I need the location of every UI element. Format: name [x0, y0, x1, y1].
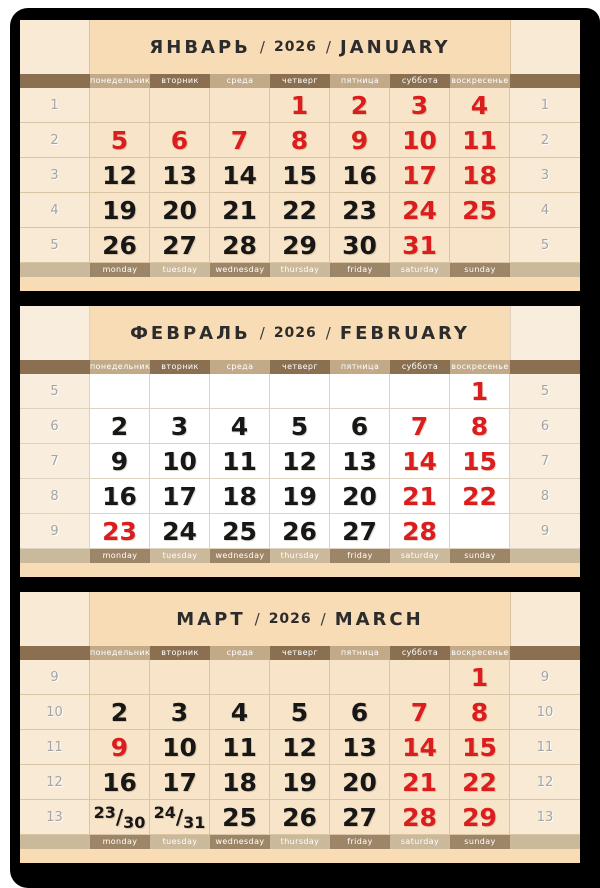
- year-label: 2026: [273, 325, 317, 341]
- date-cell: 20: [330, 765, 390, 800]
- year-label: 2026: [273, 39, 317, 55]
- weekday-label-ru: суббота: [390, 646, 450, 660]
- weekday-label-ru: воскресенье: [450, 74, 510, 88]
- date-cell: 25: [450, 193, 510, 228]
- weekday-label-ru: среда: [210, 74, 270, 88]
- date-cell: 21: [210, 193, 270, 228]
- empty-date-cell: [450, 514, 510, 549]
- week-number: 10: [510, 695, 580, 730]
- weekday-label-en: thursday: [270, 835, 330, 849]
- weekday-label-en: wednesday: [210, 263, 270, 277]
- week-number: 8: [510, 479, 580, 514]
- empty-date-cell: [330, 660, 390, 695]
- date-cell: 1: [450, 374, 510, 409]
- date-cell: 28: [210, 228, 270, 263]
- weekday-label-ru: пятница: [330, 74, 390, 88]
- date-cell: 12: [270, 444, 330, 479]
- header-side-right: [510, 20, 580, 74]
- weekday-label-en: saturday: [390, 835, 450, 849]
- date-cell: 15: [450, 444, 510, 479]
- date-cell: 21: [390, 765, 450, 800]
- date-cell: 12: [270, 730, 330, 765]
- date-cell: 5: [270, 695, 330, 730]
- month-title: [90, 592, 510, 646]
- weekday-label-ru: четверг: [270, 360, 330, 374]
- date-cell: 7: [210, 123, 270, 158]
- week-number: 9: [510, 660, 580, 695]
- weekday-label-en: thursday: [270, 549, 330, 563]
- band-filler: [510, 74, 580, 88]
- date-cell: 26: [90, 228, 150, 263]
- month-name-en: FEBRUARY: [339, 322, 470, 344]
- date-cell: [150, 800, 210, 835]
- weekday-label-ru: пятница: [330, 646, 390, 660]
- separator-slash: /: [254, 610, 260, 628]
- date-cell: 12: [90, 158, 150, 193]
- date-cell: 8: [270, 123, 330, 158]
- week-number: 9: [20, 660, 90, 695]
- band-filler: [510, 549, 580, 563]
- date-cell: 5: [90, 123, 150, 158]
- date-cell: 14: [390, 444, 450, 479]
- weekday-label-ru: суббота: [390, 74, 450, 88]
- empty-date-cell: [210, 374, 270, 409]
- date-cell: 11: [450, 123, 510, 158]
- weekday-band-ru: [20, 360, 580, 374]
- weekday-band-en: [20, 835, 580, 849]
- date-grid: [20, 660, 580, 835]
- date-cell: 10: [390, 123, 450, 158]
- month-name-en: JANUARY: [339, 36, 451, 58]
- date-cell: 26: [270, 800, 330, 835]
- date-cell: 30: [330, 228, 390, 263]
- dual-date-part: 24: [153, 802, 176, 822]
- empty-date-cell: [450, 228, 510, 263]
- weekday-label-en: friday: [330, 263, 390, 277]
- week-number: 11: [510, 730, 580, 765]
- month-panel-february: [20, 306, 580, 577]
- weekday-label-ru: воскресенье: [450, 646, 510, 660]
- band-filler: [20, 74, 90, 88]
- header-side-left: [20, 306, 90, 360]
- date-cell: 18: [210, 765, 270, 800]
- weekday-label-en: saturday: [390, 549, 450, 563]
- date-cell: 29: [450, 800, 510, 835]
- week-number: 1: [20, 88, 90, 123]
- weekday-label-en: tuesday: [150, 549, 210, 563]
- week-number: 8: [20, 479, 90, 514]
- weekday-label-ru: пятница: [330, 360, 390, 374]
- date-cell: 22: [270, 193, 330, 228]
- date-cell: 20: [150, 193, 210, 228]
- month-name-ru: МАРТ: [176, 608, 246, 630]
- weekday-label-ru: суббота: [390, 360, 450, 374]
- date-cell: 4: [210, 695, 270, 730]
- week-number: 2: [20, 123, 90, 158]
- weekday-label-ru: воскресенье: [450, 360, 510, 374]
- weekday-label-ru: среда: [210, 646, 270, 660]
- week-number: 11: [20, 730, 90, 765]
- date-cell: 8: [450, 695, 510, 730]
- empty-date-cell: [210, 660, 270, 695]
- date-cell: 18: [450, 158, 510, 193]
- empty-date-cell: [390, 374, 450, 409]
- week-number: 3: [20, 158, 90, 193]
- separator-slash: /: [259, 38, 265, 56]
- band-filler: [20, 360, 90, 374]
- week-number: 5: [20, 374, 90, 409]
- weekday-band-ru: [20, 646, 580, 660]
- empty-date-cell: [150, 88, 210, 123]
- date-cell: 1: [450, 660, 510, 695]
- date-cell: 4: [450, 88, 510, 123]
- date-cell: 6: [330, 409, 390, 444]
- date-cell: 15: [270, 158, 330, 193]
- month-name-en: MARCH: [334, 608, 424, 630]
- week-number: 7: [510, 444, 580, 479]
- date-cell: 25: [210, 800, 270, 835]
- year-label: 2026: [268, 611, 312, 627]
- separator-slash: /: [259, 324, 265, 342]
- date-cell: 28: [390, 514, 450, 549]
- weekday-label-ru: понедельник: [90, 646, 150, 660]
- week-number: 5: [510, 228, 580, 263]
- date-cell: 26: [270, 514, 330, 549]
- empty-date-cell: [390, 660, 450, 695]
- date-cell: 9: [90, 730, 150, 765]
- date-cell: 2: [90, 695, 150, 730]
- date-cell: 27: [150, 228, 210, 263]
- date-cell: 19: [90, 193, 150, 228]
- month-title: [90, 306, 510, 360]
- weekday-band-ru: [20, 74, 580, 88]
- date-cell: 27: [330, 800, 390, 835]
- date-grid: [20, 374, 580, 549]
- weekday-label-ru: четверг: [270, 646, 330, 660]
- date-cell: 7: [390, 695, 450, 730]
- date-cell: 19: [270, 479, 330, 514]
- date-cell: 2: [330, 88, 390, 123]
- header-side-left: [20, 592, 90, 646]
- date-grid: [20, 88, 580, 263]
- header-side-right: [510, 592, 580, 646]
- weekday-label-en: sunday: [450, 549, 510, 563]
- weekday-label-ru: понедельник: [90, 74, 150, 88]
- date-cell: 24: [150, 514, 210, 549]
- date-cell: 7: [390, 409, 450, 444]
- week-number: 12: [510, 765, 580, 800]
- weekday-label-en: wednesday: [210, 549, 270, 563]
- header-side-left: [20, 20, 90, 74]
- date-cell: 17: [150, 479, 210, 514]
- bottom-strip: [20, 277, 580, 291]
- month-title: [90, 20, 510, 74]
- date-cell: 10: [150, 730, 210, 765]
- date-cell: [90, 800, 150, 835]
- date-cell: 3: [390, 88, 450, 123]
- band-filler: [510, 263, 580, 277]
- weekday-label-en: sunday: [450, 263, 510, 277]
- empty-date-cell: [210, 88, 270, 123]
- date-cell: 16: [330, 158, 390, 193]
- weekday-label-ru: вторник: [150, 360, 210, 374]
- empty-date-cell: [270, 660, 330, 695]
- calendar-frame: [10, 8, 600, 888]
- week-number: 1: [510, 88, 580, 123]
- date-cell: 5: [270, 409, 330, 444]
- date-cell: 14: [210, 158, 270, 193]
- band-filler: [510, 835, 580, 849]
- empty-date-cell: [90, 374, 150, 409]
- date-cell: 9: [330, 123, 390, 158]
- date-cell: 15: [450, 730, 510, 765]
- weekday-label-en: friday: [330, 549, 390, 563]
- week-number: 12: [20, 765, 90, 800]
- date-cell: 31: [390, 228, 450, 263]
- date-cell: 3: [150, 409, 210, 444]
- date-cell: 4: [210, 409, 270, 444]
- empty-date-cell: [90, 88, 150, 123]
- date-cell: 14: [390, 730, 450, 765]
- date-cell: 9: [90, 444, 150, 479]
- date-cell: 27: [330, 514, 390, 549]
- month-header: [20, 20, 580, 74]
- date-cell: 23: [330, 193, 390, 228]
- week-number: 5: [510, 374, 580, 409]
- weekday-label-ru: понедельник: [90, 360, 150, 374]
- week-number: 13: [20, 800, 90, 835]
- band-filler: [20, 646, 90, 660]
- bottom-strip: [20, 849, 580, 863]
- date-cell: 18: [210, 479, 270, 514]
- date-cell: 17: [150, 765, 210, 800]
- dual-date-part: /: [115, 805, 124, 829]
- date-cell: 11: [210, 730, 270, 765]
- weekday-label-en: tuesday: [150, 263, 210, 277]
- date-cell: 11: [210, 444, 270, 479]
- weekday-label-en: thursday: [270, 263, 330, 277]
- dual-date: [93, 802, 146, 832]
- month-panel-march: [20, 592, 580, 863]
- date-cell: 13: [330, 444, 390, 479]
- header-side-right: [510, 306, 580, 360]
- date-cell: 29: [270, 228, 330, 263]
- weekday-label-en: sunday: [450, 835, 510, 849]
- week-number: 7: [20, 444, 90, 479]
- week-number: 6: [20, 409, 90, 444]
- dual-date-part: 23: [93, 802, 116, 822]
- week-number: 4: [20, 193, 90, 228]
- separator-slash: /: [325, 324, 331, 342]
- month-name-ru: ФЕВРАЛЬ: [130, 322, 251, 344]
- band-filler: [20, 549, 90, 563]
- dual-date: [153, 802, 206, 832]
- date-cell: 16: [90, 479, 150, 514]
- month-panel-january: [20, 20, 580, 291]
- weekday-label-ru: четверг: [270, 74, 330, 88]
- dual-date-part: 31: [183, 812, 206, 832]
- month-header: [20, 592, 580, 646]
- week-number: 9: [20, 514, 90, 549]
- dual-date-part: 30: [123, 812, 146, 832]
- band-filler: [510, 360, 580, 374]
- separator-slash: /: [325, 38, 331, 56]
- weekday-label-en: monday: [90, 835, 150, 849]
- weekday-label-en: saturday: [390, 263, 450, 277]
- date-cell: 20: [330, 479, 390, 514]
- weekday-label-ru: вторник: [150, 74, 210, 88]
- date-cell: 22: [450, 765, 510, 800]
- date-cell: 17: [390, 158, 450, 193]
- date-cell: 21: [390, 479, 450, 514]
- date-cell: 28: [390, 800, 450, 835]
- empty-date-cell: [270, 374, 330, 409]
- date-cell: 23: [90, 514, 150, 549]
- empty-date-cell: [150, 660, 210, 695]
- weekday-label-en: monday: [90, 263, 150, 277]
- date-cell: 6: [150, 123, 210, 158]
- band-filler: [510, 646, 580, 660]
- date-cell: 16: [90, 765, 150, 800]
- week-number: 4: [510, 193, 580, 228]
- date-cell: 22: [450, 479, 510, 514]
- band-filler: [20, 835, 90, 849]
- weekday-label-en: monday: [90, 549, 150, 563]
- date-cell: 24: [390, 193, 450, 228]
- date-cell: 2: [90, 409, 150, 444]
- date-cell: 3: [150, 695, 210, 730]
- date-cell: 6: [330, 695, 390, 730]
- weekday-label-en: tuesday: [150, 835, 210, 849]
- week-number: 5: [20, 228, 90, 263]
- month-header: [20, 306, 580, 360]
- week-number: 10: [20, 695, 90, 730]
- week-number: 6: [510, 409, 580, 444]
- date-cell: 13: [330, 730, 390, 765]
- weekday-label-ru: вторник: [150, 646, 210, 660]
- separator-slash: /: [320, 610, 326, 628]
- weekday-label-ru: среда: [210, 360, 270, 374]
- weekday-label-en: friday: [330, 835, 390, 849]
- date-cell: 19: [270, 765, 330, 800]
- date-cell: 8: [450, 409, 510, 444]
- band-filler: [20, 263, 90, 277]
- date-cell: 1: [270, 88, 330, 123]
- date-cell: 10: [150, 444, 210, 479]
- weekday-band-en: [20, 549, 580, 563]
- date-cell: 25: [210, 514, 270, 549]
- weekday-label-en: wednesday: [210, 835, 270, 849]
- month-name-ru: ЯНВАРЬ: [149, 36, 251, 58]
- empty-date-cell: [90, 660, 150, 695]
- empty-date-cell: [330, 374, 390, 409]
- weekday-band-en: [20, 263, 580, 277]
- empty-date-cell: [150, 374, 210, 409]
- dual-date-part: /: [175, 805, 184, 829]
- week-number: 9: [510, 514, 580, 549]
- date-cell: 13: [150, 158, 210, 193]
- bottom-strip: [20, 563, 580, 577]
- week-number: 2: [510, 123, 580, 158]
- week-number: 13: [510, 800, 580, 835]
- week-number: 3: [510, 158, 580, 193]
